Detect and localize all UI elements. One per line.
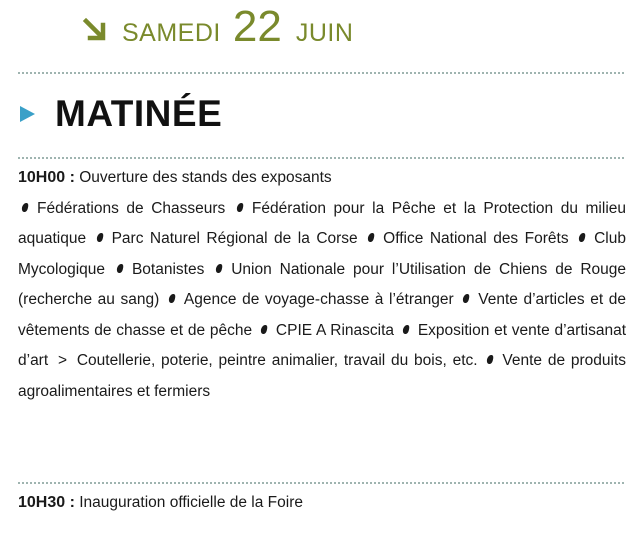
arrow-down-right-icon	[82, 15, 108, 45]
dotted-divider	[18, 72, 624, 74]
exhibitor-item: Vente de produits agroalimentaires et fermiers	[18, 352, 627, 400]
exhibitor-item: Office National des Forêts	[383, 230, 569, 247]
bullet-icon	[402, 325, 410, 334]
bullet-icon	[260, 325, 268, 334]
bullet-icon	[215, 264, 223, 273]
schedule-entry	[18, 488, 626, 519]
exhibitor-item: Union Nationale pour l’Utilisation de Chiens de Rouge (recherche au sang)	[18, 260, 627, 308]
exhibitor-item: Agence de voyage-chasse à l’étranger	[183, 291, 454, 308]
entry-time: 10H30 :	[18, 494, 75, 511]
bullet-icon	[96, 233, 104, 242]
bullet-icon	[367, 233, 375, 242]
bullet-icon	[236, 203, 244, 212]
entry-description: Inauguration officielle de la Foire	[79, 494, 303, 511]
day-header	[82, 2, 353, 58]
day-number: 22	[232, 2, 282, 51]
month-name: JUIN	[295, 19, 354, 47]
bullet-icon	[168, 294, 176, 303]
bullet-icon	[486, 355, 494, 364]
dotted-divider	[18, 157, 624, 159]
exhibitor-item: Fédération pour la Pêche et la Protection du milieu aquatique	[18, 199, 627, 247]
triangle-right-icon	[20, 106, 35, 122]
crafts-detail: Coutellerie, poterie, peintre animalier, travail du bois, etc.	[76, 352, 478, 369]
exhibitor-item: Parc Naturel Régional de la Corse	[111, 230, 358, 247]
bullet-icon	[116, 264, 124, 273]
exhibitor-item: Exposition et vente d’artisanat d’art	[18, 321, 627, 369]
entry-description: Ouverture des stands des exposants	[79, 169, 332, 186]
schedule-entry	[18, 163, 626, 407]
section-heading	[20, 86, 222, 142]
bullet-icon	[578, 233, 586, 242]
section-title: MATINÉE	[55, 93, 223, 134]
entry-time: 10H00 :	[18, 169, 75, 186]
bullet-icon	[462, 294, 470, 303]
dotted-divider	[18, 482, 624, 484]
exhibitor-item: Fédérations de Chasseurs	[37, 199, 226, 217]
exhibitor-item: CPIE A Rinascita	[275, 321, 395, 339]
sub-list-marker: >	[57, 352, 68, 369]
day-name: SAMEDI	[122, 19, 221, 47]
bullet-icon	[21, 203, 29, 212]
exhibitor-item: Botanistes	[131, 260, 205, 278]
exhibitor-item: Vente d’articles et de vêtements de chasse et de pêche	[18, 291, 627, 339]
exhibitor-item: Club Mycologique	[18, 230, 626, 278]
